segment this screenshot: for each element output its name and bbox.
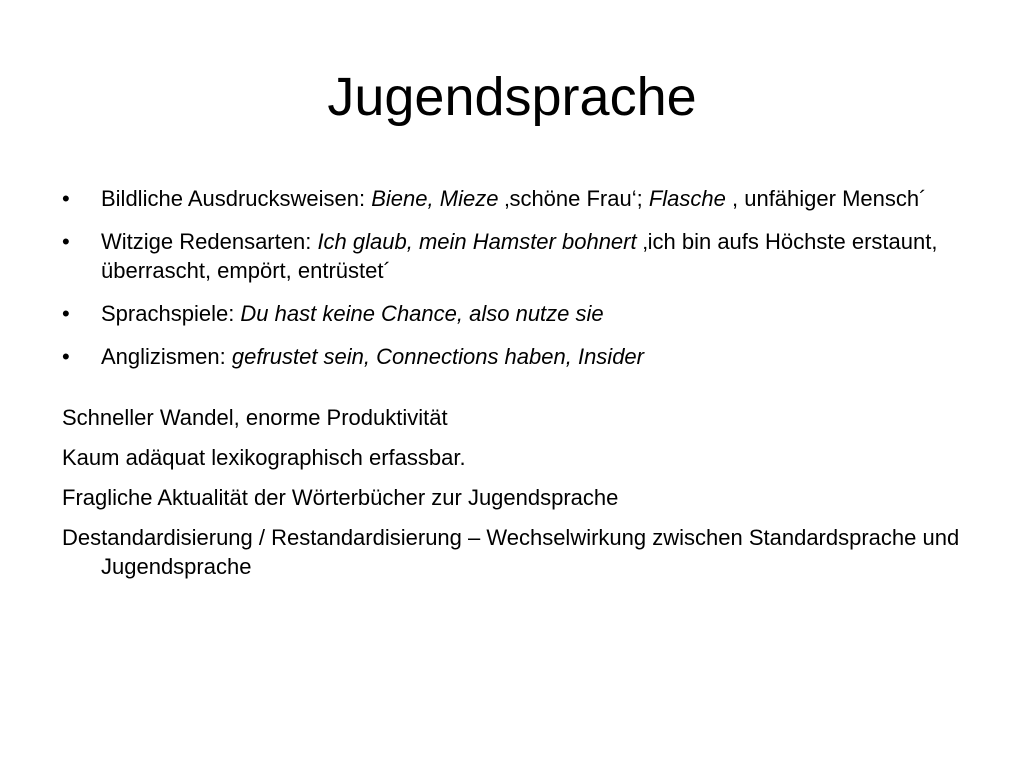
bullet-text: Sprachspiele: <box>101 301 241 326</box>
bullet-text: ‚schöne Frau‘; <box>498 186 649 211</box>
bullet-text: Witzige Redensarten: <box>101 229 318 254</box>
bullet-example: Du hast keine Chance, also nutze sie <box>240 301 604 326</box>
bullet-item-anglizismen <box>62 342 972 371</box>
bullet-icon: • <box>62 229 70 254</box>
bullet-item-witzige-redensarten <box>62 227 972 285</box>
bullet-text: ‚ich bin aufs Höchste erstaunt, überrascht, empört, entrüstet´ <box>101 229 938 283</box>
bullet-item-bildliche-ausdrucksweisen <box>62 184 972 213</box>
summary-line-wandel: Schneller Wandel, enorme Produktivität <box>62 405 448 430</box>
bullet-icon: • <box>62 186 70 211</box>
summary-line-destandardisierung: Destandardisierung / Restandardisierung – Wechselwirkung zwischen Standardsprache und Jugendsprache <box>62 525 960 579</box>
slide-body <box>62 184 972 592</box>
summary-lines <box>62 403 972 581</box>
bullet-icon: • <box>62 301 70 326</box>
slide-title: Jugendsprache <box>327 67 697 127</box>
bullet-list <box>62 184 972 371</box>
bullet-icon: • <box>62 344 70 369</box>
bullet-example: Flasche <box>648 186 726 211</box>
bullet-text: Bildliche Ausdrucksweisen: <box>101 186 372 211</box>
bullet-example: Ich glaub, mein Hamster bohnert <box>317 229 637 254</box>
bullet-item-sprachspiele <box>62 299 972 328</box>
bullet-example: gefrustet sein, Connections haben, Insider <box>231 344 644 369</box>
bullet-text: , unfähiger Mensch´ <box>725 186 927 211</box>
summary-line-aktualitaet: Fragliche Aktualität der Wörterbücher zur Jugendsprache <box>62 485 619 510</box>
bullet-text: Anglizismen: <box>101 344 232 369</box>
summary-line-lexikographie: Kaum adäquat lexikographisch erfassbar. <box>62 445 466 470</box>
bullet-example: Biene, Mieze <box>371 186 499 211</box>
